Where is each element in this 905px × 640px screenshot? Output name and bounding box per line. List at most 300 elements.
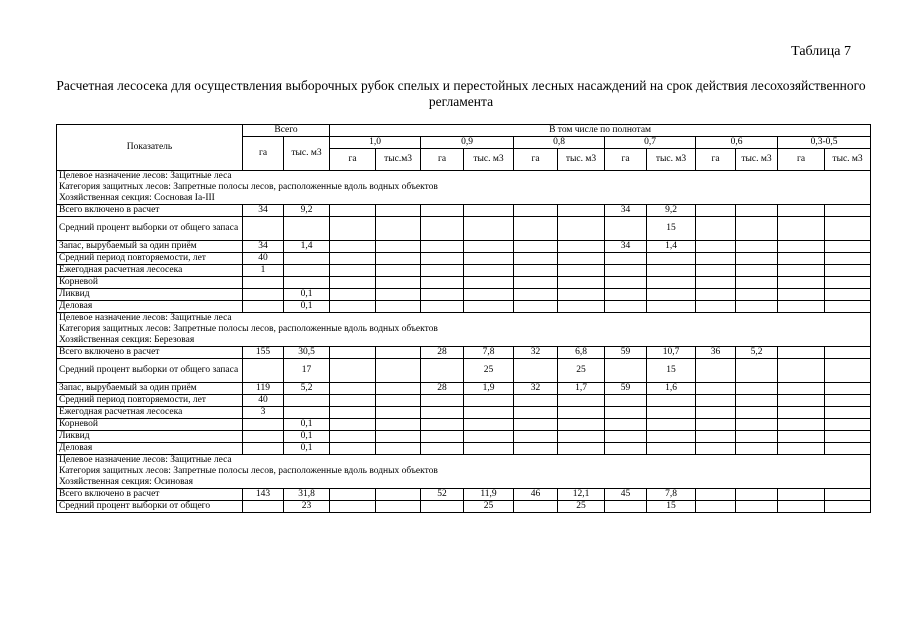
- table-cell: [330, 253, 376, 265]
- table-cell: [825, 205, 871, 217]
- table-cell: [514, 205, 558, 217]
- table-cell: [464, 289, 514, 301]
- table-cell: [514, 277, 558, 289]
- table-cell: [243, 419, 284, 431]
- table-cell: [376, 407, 421, 419]
- indicator-header: Показатель: [57, 125, 243, 171]
- table-cell: [421, 217, 464, 241]
- table-cell: [778, 383, 825, 395]
- table-cell: [421, 301, 464, 313]
- table-cell: [558, 277, 605, 289]
- table-row: [57, 501, 871, 513]
- table-cell: [778, 265, 825, 277]
- unit-header: га: [330, 149, 376, 171]
- table-cell: [330, 395, 376, 407]
- table-cell: [605, 301, 647, 313]
- row-label: Средний период повторяемости, лет: [57, 253, 243, 265]
- row-label: Ежегодная расчетная лесосека: [57, 265, 243, 277]
- table-cell: [605, 395, 647, 407]
- table-cell: [647, 277, 696, 289]
- table-cell: [514, 253, 558, 265]
- table-cell: [376, 217, 421, 241]
- table-cell: 59: [605, 383, 647, 395]
- table-cell: [330, 301, 376, 313]
- table-cell: [696, 419, 736, 431]
- row-label: Корневой: [57, 419, 243, 431]
- table-cell: [825, 431, 871, 443]
- table-cell: [330, 489, 376, 501]
- table-row: [57, 301, 871, 313]
- table-cell: [558, 217, 605, 241]
- table-cell: 0,1: [284, 289, 330, 301]
- table-cell: 1,4: [284, 241, 330, 253]
- table-cell: 15: [647, 359, 696, 383]
- section-line: Категория защитных лесов: Запретные полосы лесов, расположенные вдоль водных объектов: [59, 466, 438, 476]
- table-cell: [330, 383, 376, 395]
- table-cell: [421, 205, 464, 217]
- table-row: [57, 277, 871, 289]
- table-cell: 25: [558, 501, 605, 513]
- table-row: [57, 205, 871, 217]
- table-cell: [330, 265, 376, 277]
- table-cell: [825, 347, 871, 359]
- unit-header: тыс. м3: [558, 149, 605, 171]
- total-ha-header: га: [243, 137, 284, 171]
- table-cell: [696, 431, 736, 443]
- table-cell: [736, 277, 778, 289]
- table-cell: [330, 277, 376, 289]
- table-cell: 5,2: [736, 347, 778, 359]
- table-cell: [421, 289, 464, 301]
- table-cell: [243, 217, 284, 241]
- table-row: [57, 359, 871, 383]
- table-cell: [464, 443, 514, 455]
- row-label: Всего включено в расчет: [57, 347, 243, 359]
- table-cell: [376, 241, 421, 253]
- table-row: [57, 395, 871, 407]
- document-title: Расчетная лесосека для осуществления выборочных рубок спелых и перестойных лесных насаждений на срок действия лесохозяйственного регламента: [56, 78, 866, 109]
- table-cell: [778, 501, 825, 513]
- table-cell: [696, 253, 736, 265]
- table-cell: [421, 253, 464, 265]
- table-cell: [464, 241, 514, 253]
- table-row: [57, 289, 871, 301]
- unit-header: тыс. м3: [647, 149, 696, 171]
- table-cell: [696, 277, 736, 289]
- row-label: Корневой: [57, 277, 243, 289]
- table-cell: [736, 217, 778, 241]
- section-header: [57, 455, 871, 489]
- table-cell: [243, 289, 284, 301]
- table-cell: [376, 253, 421, 265]
- header-row-1: [57, 125, 871, 137]
- unit-header: тыс.м3: [376, 149, 421, 171]
- section-line: Целевое назначение лесов: Защитные леса: [59, 455, 232, 465]
- table-cell: [330, 359, 376, 383]
- table-cell: [825, 289, 871, 301]
- density-header-0-7: 0,7: [605, 137, 696, 149]
- unit-header: тыс. м3: [825, 149, 871, 171]
- table-cell: [464, 265, 514, 277]
- table-cell: [421, 277, 464, 289]
- table-cell: 15: [647, 217, 696, 241]
- unit-header: га: [421, 149, 464, 171]
- table-cell: 28: [421, 383, 464, 395]
- table-cell: [605, 407, 647, 419]
- table-cell: [778, 407, 825, 419]
- table-cell: [696, 265, 736, 277]
- table-cell: [421, 419, 464, 431]
- unit-header: га: [778, 149, 825, 171]
- table-cell: 34: [243, 241, 284, 253]
- table-cell: 25: [464, 359, 514, 383]
- row-label: Ликвид: [57, 431, 243, 443]
- table-cell: 40: [243, 253, 284, 265]
- table-cell: [243, 301, 284, 313]
- table-cell: [284, 265, 330, 277]
- density-header-1-0: 1,0: [330, 137, 421, 149]
- table-cell: [514, 443, 558, 455]
- table-row: [57, 431, 871, 443]
- table-cell: [605, 265, 647, 277]
- table-cell: [825, 265, 871, 277]
- section-header-row: [57, 313, 871, 347]
- table-cell: [464, 407, 514, 419]
- table-cell: [330, 501, 376, 513]
- table-row: [57, 241, 871, 253]
- table-cell: [825, 241, 871, 253]
- row-label: Деловая: [57, 443, 243, 455]
- table-cell: 11,9: [464, 489, 514, 501]
- table-cell: [778, 301, 825, 313]
- table-cell: [696, 359, 736, 383]
- section-header-row: [57, 171, 871, 205]
- table-cell: [825, 489, 871, 501]
- table-cell: 1,9: [464, 383, 514, 395]
- table-cell: [605, 277, 647, 289]
- row-label: Всего включено в расчет: [57, 205, 243, 217]
- table-cell: [421, 395, 464, 407]
- row-label: Средний процент выборки от общего запаса: [57, 359, 243, 383]
- table-cell: [421, 241, 464, 253]
- table-cell: [558, 253, 605, 265]
- table-cell: [778, 431, 825, 443]
- section-line: Хозяйственная секция: Березовая: [59, 335, 195, 345]
- table-cell: [825, 407, 871, 419]
- table-row: [57, 443, 871, 455]
- table-cell: [376, 383, 421, 395]
- table-cell: [778, 253, 825, 265]
- table-cell: 5,2: [284, 383, 330, 395]
- table-cell: [464, 431, 514, 443]
- table-cell: [330, 217, 376, 241]
- table-cell: [696, 301, 736, 313]
- table-cell: [330, 205, 376, 217]
- table-cell: [825, 359, 871, 383]
- row-label: Запас, вырубаемый за один приём: [57, 241, 243, 253]
- table-cell: [243, 359, 284, 383]
- table-cell: [778, 217, 825, 241]
- row-label: Средний период повторяемости, лет: [57, 395, 243, 407]
- table-cell: [376, 347, 421, 359]
- table-cell: [330, 347, 376, 359]
- table-cell: [647, 419, 696, 431]
- table-cell: [464, 253, 514, 265]
- unit-header: га: [514, 149, 558, 171]
- table-cell: [736, 489, 778, 501]
- table-cell: [330, 419, 376, 431]
- table-cell: [736, 407, 778, 419]
- table-cell: [696, 443, 736, 455]
- table-cell: [514, 241, 558, 253]
- table-cell: [464, 395, 514, 407]
- table-cell: [778, 205, 825, 217]
- table-cell: 7,8: [647, 489, 696, 501]
- table-cell: [376, 289, 421, 301]
- table-cell: [376, 419, 421, 431]
- table-cell: [736, 241, 778, 253]
- table-cell: [736, 501, 778, 513]
- table-cell: 34: [605, 205, 647, 217]
- table-cell: [736, 253, 778, 265]
- section-header: [57, 171, 871, 205]
- row-label: Ликвид: [57, 289, 243, 301]
- table-cell: [736, 205, 778, 217]
- table-cell: [825, 301, 871, 313]
- table-cell: [514, 217, 558, 241]
- table-cell: [696, 501, 736, 513]
- table-cell: [330, 241, 376, 253]
- table-cell: 52: [421, 489, 464, 501]
- table-cell: [647, 407, 696, 419]
- table-row: [57, 407, 871, 419]
- table-cell: [514, 289, 558, 301]
- table-cell: [605, 217, 647, 241]
- table-cell: 17: [284, 359, 330, 383]
- table-cell: [514, 431, 558, 443]
- table-cell: [421, 407, 464, 419]
- table-cell: [376, 489, 421, 501]
- table-cell: [696, 289, 736, 301]
- table-cell: [825, 277, 871, 289]
- row-label: Запас, вырубаемый за один приём: [57, 383, 243, 395]
- table-cell: [736, 443, 778, 455]
- table-cell: 0,1: [284, 431, 330, 443]
- section-line: Целевое назначение лесов: Защитные леса: [59, 313, 232, 323]
- table-cell: [778, 419, 825, 431]
- table-cell: [514, 265, 558, 277]
- table-cell: [558, 395, 605, 407]
- table-cell: 30,5: [284, 347, 330, 359]
- table-cell: [696, 489, 736, 501]
- table-cell: [514, 501, 558, 513]
- table-cell: [376, 277, 421, 289]
- table-cell: [376, 501, 421, 513]
- table-cell: [605, 443, 647, 455]
- table-cell: [605, 289, 647, 301]
- section-line: Целевое назначение лесов: Защитные леса: [59, 171, 232, 181]
- table-cell: [778, 489, 825, 501]
- table-cell: [330, 443, 376, 455]
- table-cell: [696, 205, 736, 217]
- table-cell: [825, 501, 871, 513]
- table-cell: [421, 443, 464, 455]
- table-cell: 155: [243, 347, 284, 359]
- table-cell: [464, 205, 514, 217]
- table-cell: 10,7: [647, 347, 696, 359]
- density-header-0-3-0-5: 0,3-0,5: [778, 137, 871, 149]
- density-header-0-9: 0,9: [421, 137, 514, 149]
- table-cell: [464, 277, 514, 289]
- table-cell: [736, 359, 778, 383]
- table-cell: [647, 443, 696, 455]
- table-cell: [778, 347, 825, 359]
- table-cell: [284, 395, 330, 407]
- unit-header: тыс. м3: [736, 149, 778, 171]
- table-cell: [558, 205, 605, 217]
- table-cell: [736, 301, 778, 313]
- table-cell: [736, 419, 778, 431]
- table-cell: [605, 431, 647, 443]
- table-cell: 32: [514, 347, 558, 359]
- table-cell: [696, 407, 736, 419]
- table-cell: [243, 277, 284, 289]
- table-cell: [558, 241, 605, 253]
- table-cell: [558, 443, 605, 455]
- table-cell: [696, 395, 736, 407]
- table-cell: 25: [464, 501, 514, 513]
- table-cell: 1: [243, 265, 284, 277]
- table-cell: 3: [243, 407, 284, 419]
- table-cell: [647, 265, 696, 277]
- table-row: [57, 347, 871, 359]
- table-cell: 15: [647, 501, 696, 513]
- table-cell: [647, 289, 696, 301]
- table-row: [57, 489, 871, 501]
- table-cell: [736, 383, 778, 395]
- section-header-row: [57, 455, 871, 489]
- table-cell: 1,7: [558, 383, 605, 395]
- table-cell: 1,6: [647, 383, 696, 395]
- table-cell: [376, 359, 421, 383]
- table-cell: [558, 419, 605, 431]
- table-cell: [284, 217, 330, 241]
- table-cell: [778, 289, 825, 301]
- table-cell: [647, 395, 696, 407]
- by-density-header: В том числе по полнотам: [330, 125, 871, 137]
- row-label: Всего включено в расчет: [57, 489, 243, 501]
- table-cell: 0,1: [284, 443, 330, 455]
- table-cell: [647, 431, 696, 443]
- table-cell: [736, 289, 778, 301]
- table-cell: [558, 289, 605, 301]
- density-header-0-8: 0,8: [514, 137, 605, 149]
- table-cell: 23: [284, 501, 330, 513]
- table-row: [57, 383, 871, 395]
- table-cell: 45: [605, 489, 647, 501]
- table-cell: [778, 277, 825, 289]
- table-cell: [696, 217, 736, 241]
- table-cell: [464, 217, 514, 241]
- table-cell: [696, 383, 736, 395]
- table-cell: 34: [605, 241, 647, 253]
- table-cell: [243, 431, 284, 443]
- table-cell: [514, 407, 558, 419]
- table-cell: [421, 265, 464, 277]
- table-cell: [376, 395, 421, 407]
- table-cell: [376, 205, 421, 217]
- table-cell: 34: [243, 205, 284, 217]
- table-cell: 32: [514, 383, 558, 395]
- table-cell: 28: [421, 347, 464, 359]
- table-cell: [736, 431, 778, 443]
- table-cell: [736, 265, 778, 277]
- section-line: Категория защитных лесов: Запретные полосы лесов, расположенные вдоль водных объектов: [59, 324, 438, 334]
- table-cell: [825, 217, 871, 241]
- table-cell: [421, 359, 464, 383]
- table-cell: [514, 395, 558, 407]
- row-label: Ежегодная расчетная лесосека: [57, 407, 243, 419]
- table-cell: [736, 395, 778, 407]
- row-label: Средний процент выборки от общего: [57, 501, 243, 513]
- table-row: [57, 217, 871, 241]
- table-cell: [778, 359, 825, 383]
- table-cell: [605, 501, 647, 513]
- total-m3-header: тыс. м3: [284, 137, 330, 171]
- table-cell: [647, 301, 696, 313]
- table-cell: [825, 383, 871, 395]
- unit-header: тыс. м3: [464, 149, 514, 171]
- table-cell: [825, 253, 871, 265]
- table-cell: [330, 431, 376, 443]
- table-cell: [825, 419, 871, 431]
- table-cell: [558, 301, 605, 313]
- table-cell: [647, 253, 696, 265]
- table-cell: [243, 443, 284, 455]
- section-line: Хозяйственная секция: Осиновая: [59, 477, 194, 487]
- table-cell: [284, 253, 330, 265]
- row-label: Средний процент выборки от общего запаса: [57, 217, 243, 241]
- table-cell: 46: [514, 489, 558, 501]
- table-cell: [421, 501, 464, 513]
- table-cell: [514, 301, 558, 313]
- table-cell: [778, 241, 825, 253]
- unit-header: га: [696, 149, 736, 171]
- table-cell: 59: [605, 347, 647, 359]
- table-cell: [376, 443, 421, 455]
- table-cell: [558, 265, 605, 277]
- table-row: [57, 265, 871, 277]
- table-cell: [464, 419, 514, 431]
- table-row: [57, 253, 871, 265]
- table-cell: [605, 419, 647, 431]
- table-cell: [778, 443, 825, 455]
- table-cell: [825, 395, 871, 407]
- table-cell: [605, 253, 647, 265]
- row-label: Деловая: [57, 301, 243, 313]
- table-cell: 25: [558, 359, 605, 383]
- table-cell: [284, 277, 330, 289]
- table-row: [57, 419, 871, 431]
- table-cell: [376, 431, 421, 443]
- table-cell: 7,8: [464, 347, 514, 359]
- table-cell: 119: [243, 383, 284, 395]
- table-cell: [330, 407, 376, 419]
- table-cell: 9,2: [284, 205, 330, 217]
- table-cell: 6,8: [558, 347, 605, 359]
- section-header: [57, 313, 871, 347]
- table-cell: 36: [696, 347, 736, 359]
